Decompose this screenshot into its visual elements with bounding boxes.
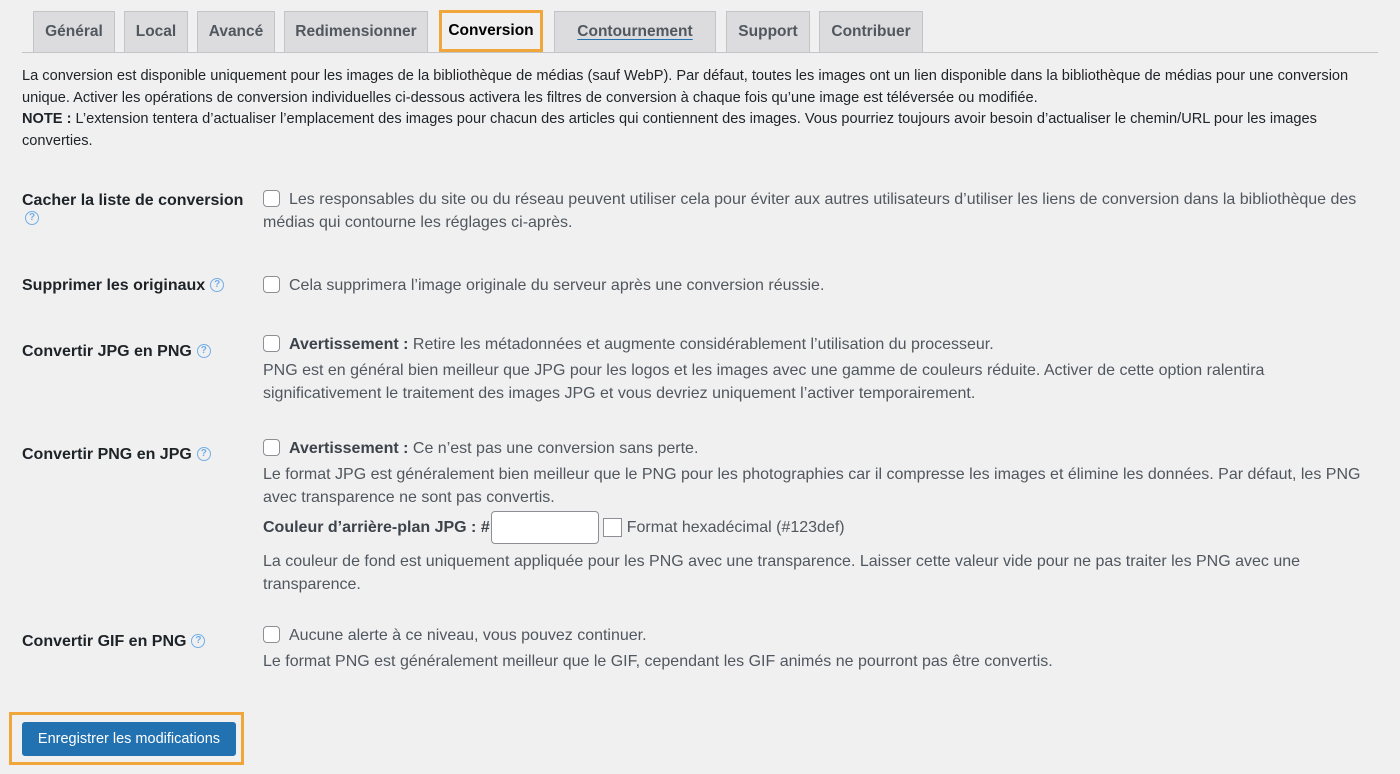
tab-label: Support	[738, 23, 798, 40]
warning-text: Ce n’est pas une conversion sans perte.	[408, 440, 699, 457]
tab-label: Contribuer	[831, 23, 911, 40]
tab-redimensionner[interactable]	[284, 11, 428, 52]
gif-to-png-label	[22, 633, 205, 651]
delete-originals-field	[263, 274, 1363, 297]
jpg-to-png-field	[263, 333, 1363, 405]
png-to-jpg-label	[22, 446, 211, 464]
tab-label: Avancé	[208, 23, 264, 40]
delete-originals-description: Cela supprimera l’image originale du serveur après une conversion réussie.	[289, 277, 825, 294]
tab-general[interactable]	[33, 11, 115, 52]
gif-to-png-description: Le format PNG est généralement meilleur que le GIF, cependant les GIF animés ne pourront pas être convertis.	[263, 653, 1053, 670]
label-text: Convertir JPG en PNG	[22, 343, 192, 360]
hex-format-hint: Format hexadécimal (#123def)	[626, 518, 845, 536]
gif-to-png-notice: Aucune alerte à ce niveau, vous pouvez continuer.	[289, 627, 647, 644]
gif-to-png-field	[263, 624, 1363, 673]
png-to-jpg-checkbox[interactable]	[263, 439, 280, 456]
save-highlight	[9, 712, 244, 765]
jpg-to-png-description: PNG est en général bien meilleur que JPG pour les logos et les images avec une gamme de couleurs réduite. Activer de cette option ralentira significativement le traitement des images JPG et vous devriez uniquement l’activer temporairement.	[263, 362, 1265, 402]
jpg-to-png-label	[22, 343, 211, 361]
tab-label: Général	[45, 23, 103, 40]
bg-color-row	[263, 509, 1363, 545]
settings-tabs	[22, 11, 1378, 53]
png-to-jpg-field	[263, 437, 1363, 596]
help-icon[interactable]: ?	[191, 634, 205, 648]
delete-originals-checkbox[interactable]	[263, 276, 280, 293]
bg-color-description: La couleur de fond est uniquement appliquée pour les PNG avec une transparence. Laisser cette valeur vide pour ne pas traiter les PNG avec une transparence.	[263, 553, 1301, 593]
hide-list-checkbox[interactable]	[263, 190, 280, 207]
note-text: L’extension tentera d’actualiser l’emplacement des images pour chacun des articles qui contiennent des images. Vous pourriez toujours avoir besoin d’actualiser le chemin/URL pour les images converties.	[22, 111, 1317, 149]
hide-list-field	[263, 188, 1363, 234]
hide-list-description: Les responsables du site ou du réseau peuvent utiliser cela pour éviter aux autres utilisateurs d’utiliser les liens de conversion dans la bibliothèque des médias qui contourne les réglages ci-après.	[263, 191, 1357, 231]
label-text: Cacher la liste de conversion	[22, 192, 244, 209]
tab-avance[interactable]	[197, 11, 275, 52]
tab-label: Contournement	[577, 23, 693, 40]
help-icon[interactable]: ?	[197, 447, 211, 461]
tab-contribuer[interactable]	[819, 11, 923, 52]
delete-originals-label	[22, 277, 224, 295]
jpg-to-png-checkbox[interactable]	[263, 335, 280, 352]
tab-conversion[interactable]	[439, 10, 543, 52]
tab-contournement[interactable]	[554, 11, 716, 52]
warning-label: Avertissement :	[289, 440, 409, 457]
bg-color-input[interactable]	[491, 511, 599, 544]
label-text: Convertir GIF en PNG	[22, 633, 187, 650]
tab-label: Local	[135, 23, 177, 40]
label-text: Supprimer les originaux	[22, 277, 206, 294]
tab-label: Conversion	[448, 22, 534, 39]
help-icon[interactable]: ?	[210, 278, 224, 292]
warning-text: Retire les métadonnées et augmente considérablement l’utilisation du processeur.	[408, 336, 994, 353]
tab-support[interactable]	[726, 11, 810, 52]
help-icon[interactable]: ?	[197, 344, 211, 358]
help-icon[interactable]: ?	[25, 211, 39, 225]
intro-paragraph: La conversion est disponible uniquement pour les images de la bibliothèque de médias (sauf WebP). Par défaut, toutes les images ont un lien disponible dans la bibliothèque de médias pour une conversion unique. Activer les opérations de conversion individuelles ci-dessous activera les filtres de conversion à chaque fois qu’une image est téléversée ou modifiée.	[22, 68, 1349, 106]
save-button[interactable]: Enregistrer les modifications	[22, 722, 236, 756]
warning-label: Avertissement :	[289, 336, 409, 353]
label-text: Convertir PNG en JPG	[22, 446, 192, 463]
note-label: NOTE :	[22, 111, 72, 127]
tab-label: Redimensionner	[295, 23, 417, 40]
png-to-jpg-description: Le format JPG est généralement bien meilleur que le PNG pour les photographies car il compresse les images et élimine les données. Par défaut, les PNG avec transparence ne sont pas convertis.	[263, 466, 1361, 506]
intro-text	[22, 66, 1362, 152]
hex-format-swatch	[603, 518, 622, 537]
tab-local[interactable]	[124, 11, 188, 52]
hide-list-label	[22, 192, 243, 228]
bg-color-label: Couleur d’arrière-plan JPG : #	[263, 518, 490, 536]
gif-to-png-checkbox[interactable]	[263, 626, 280, 643]
